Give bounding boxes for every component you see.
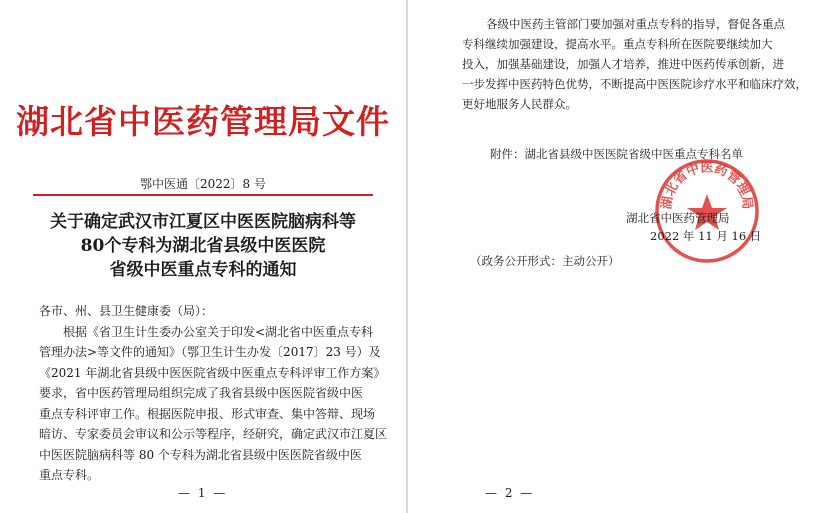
notice-title bbox=[0, 210, 406, 282]
page-1 bbox=[0, 0, 406, 513]
recipient-line: 各市、州、县卫生健康委（局）： bbox=[39, 304, 214, 318]
page-number: — 1 — bbox=[178, 486, 228, 500]
body-line: 重点专科。 bbox=[39, 468, 100, 482]
closing-body bbox=[462, 14, 807, 114]
body-line: 要求，省中医药管理局组织完成了我省县级中医医院省级中医 bbox=[39, 386, 364, 400]
body-line: 投入，加强基础建设，加强人才培养，推进中医药传承创新，进 bbox=[462, 57, 784, 71]
body-line: 重点专科评审工作。根据医院申报、形式审查、集中答辩、现场 bbox=[39, 406, 376, 421]
body-line: 管理办法>等文件的通知》（鄂卫生计生办发〔2017〕23 号）及 bbox=[39, 345, 381, 359]
notice-title-line: 关于确定武汉市江夏区中医医院脑病科等 bbox=[50, 212, 356, 232]
body-line: 专科继续加强建设，提高水平。重点专科所在医院要继续加大 bbox=[462, 37, 773, 51]
body-line: 一步发挥中医药特色优势，不断提高中医医院诊疗水平和临床疗效， bbox=[462, 77, 807, 91]
body-line: 更好地服务人民群众。 bbox=[462, 97, 577, 111]
disclosure-form: （政务公开形式：主动公开） bbox=[470, 254, 620, 268]
red-separator-line bbox=[33, 194, 373, 196]
body-line: 中医医院脑病科等 80 个专科为湖北省县级中医医院省级中医 bbox=[39, 447, 362, 462]
body-line: 根据《省卫生计生委办公室关于印发<湖北省中医重点专科 bbox=[63, 324, 374, 339]
svg-text:湖北省中医药管理局: 湖北省中医药管理局 bbox=[659, 160, 755, 211]
body-line: 《2021 年湖北省县级中医医院省级中医重点专科评审工作方案》 bbox=[39, 365, 386, 380]
notice-title-line: 省级中医重点专科的通知 bbox=[109, 260, 297, 280]
issue-date: 2022 年 11 月 16 日 bbox=[650, 229, 762, 243]
document-header-title: 湖北省中医药管理局文件 bbox=[16, 102, 390, 141]
body-line: 各级中医药主管部门要加强对重点专科的指导，督促各重点 bbox=[486, 17, 785, 31]
document-number: 鄂中医通〔2022〕8 号 bbox=[140, 177, 266, 191]
notice-title-line: 80个专科为湖北省县级中医医院 bbox=[80, 236, 326, 256]
body-line: 暗访、专家委员会审议和公示等程序，经研究，确定武汉市江夏区 bbox=[39, 427, 388, 441]
issuer-name: 湖北省中医药管理局 bbox=[626, 211, 730, 225]
notice-body bbox=[39, 301, 388, 486]
page-number: — 2 — bbox=[485, 486, 535, 500]
attachment-line: 附件：湖北省县级中医医院省级中医重点专科名单 bbox=[490, 147, 743, 161]
